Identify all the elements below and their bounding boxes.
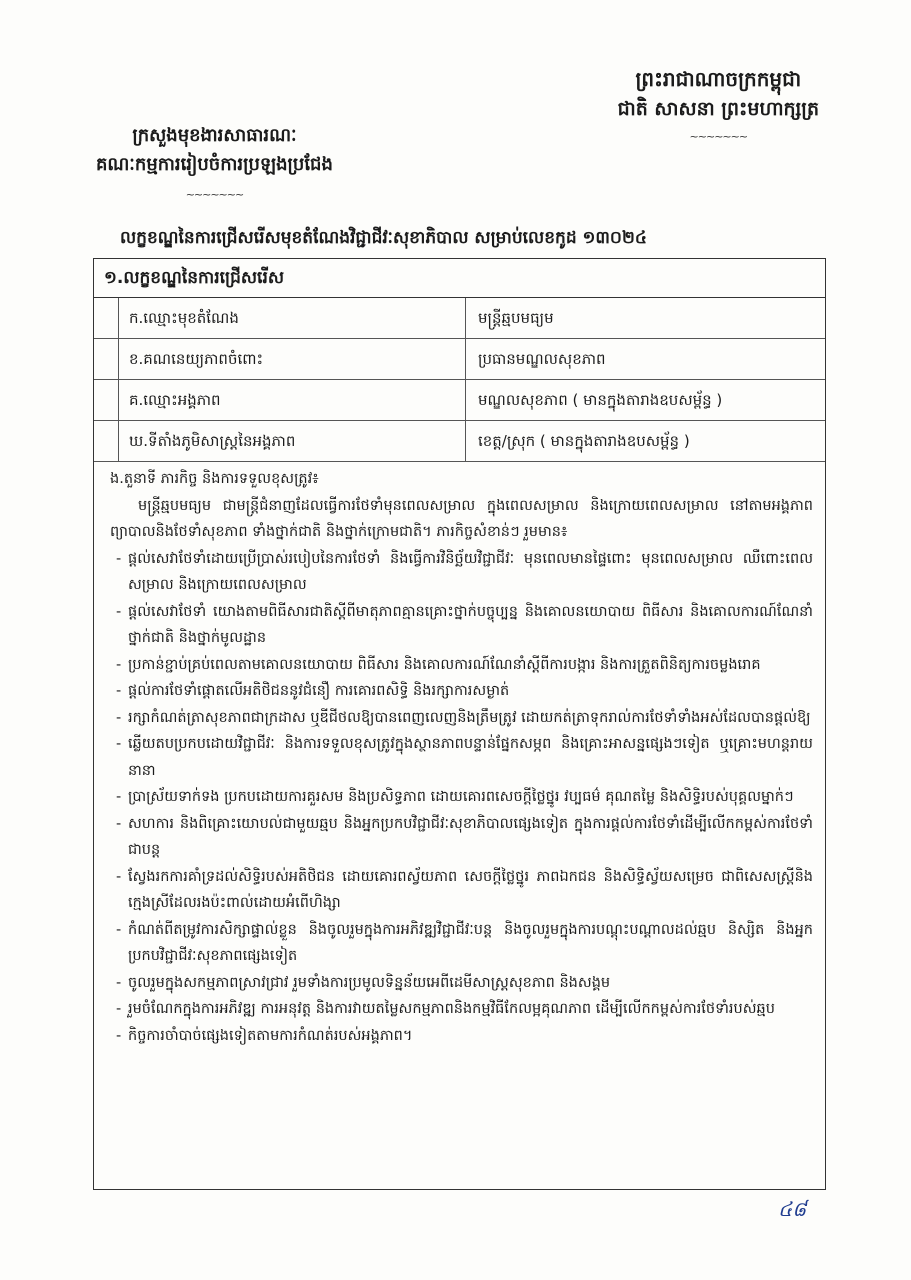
list-item: - សហការ និងពិគ្រោះយោបល់ជាមួយឆ្មប និងអ្នកប្រកបវិជ្ជាជីវៈសុខាភិបាលផ្សេងទៀត ក្នុងការផ្តល់ការថែទាំដើម្បីលើកកម្ពស់ការថែទាំជាបន្ត [110,811,813,864]
row-label: ខ.គណនេយ្យភាពចំពោះ [118,339,466,379]
list-item: - ឆ្លើយតបប្រកបដោយវិជ្ជាជីវៈ និងការទទួលខុសត្រូវក្នុងស្ថានភាពបន្ទាន់ផ្នែកសម្ភព និងគ្រោះអាសន្នផ្សេងៗទៀត ឬគ្រោះមហន្តរាយនានា [110,731,813,784]
document-title: លក្ខខណ្ឌនៃការជ្រើសរើសមុខតំណែងវិជ្ជាជីវៈសុខាភិបាល សម្រាប់លេខកូដ ១៣០២៤ [120,228,647,248]
row-value: ប្រធានមណ្ឌលសុខភាព [478,350,606,368]
committee-name: គណៈកម្មការរៀបចំការប្រឡងប្រជែង [96,154,333,175]
duties-list [110,546,813,1050]
section-heading: ១.លក្ខខណ្ឌនៃការជ្រើសរើស [94,259,825,298]
table-row [94,339,825,380]
list-item: - រក្សាកំណត់ត្រាសុខភាពជាក្រដាស ឬឌីជីថលឱ្យបានពេញលេញនិងត្រឹមត្រូវ ដោយកត់ត្រាទុករាល់ការថែទាំទាំងអស់ដែលបានផ្តល់ឱ្យ [110,705,813,732]
kingdom-name: ព្រះរាជាណាចក្រកម្ពុជា [635,67,802,91]
row-value: មណ្ឌលសុខភាព ( មានក្នុងតារាងឧបសម្ព័ន្ធ ) [478,391,723,409]
duties-intro: មន្ត្រីឆ្មបមធ្យម ជាមន្ត្រីជំនាញដែលធ្វើការថែទាំមុនពេលសម្រាល ក្នុងពេលសម្រាល និងក្រោយពេលសម្រាល នៅតាមអង្គភាពព្យាបាលនិងថែទាំសុខភាព ទាំងថ្នាក់ជាតិ និងថ្នាក់ក្រោមជាតិ។ ភារកិច្ចសំខាន់ៗ រួមមាន៖ [110,497,813,540]
row-label: ឃ.ទីតាំងភូមិសាស្ត្រនៃអង្គភាព [118,421,466,461]
list-item: - ប្រកាន់ខ្ជាប់គ្រប់ពេលតាមគោលនយោបាយ ពិធីសារ និងគោលការណ៍ណែនាំស្តីពីការបង្ការ និងការត្រួតពិនិត្យការចម្លងរោគ [110,652,813,679]
ornament-divider: ~~~~~~~ [185,188,244,201]
table-row [94,380,825,421]
list-item: - ផ្តល់ការថែទាំផ្តោតលើអតិថិជននូវជំនឿ ការគោរពសិទ្ធិ និងរក្សាការសម្ងាត់ [110,678,813,705]
row-label: ក.ឈ្មោះមុខតំណែង [118,298,466,338]
row-label: គ.ឈ្មោះអង្គភាព [118,380,466,420]
list-item: - ចូលរួមក្នុងសកម្មភាពស្រាវជ្រាវ រួមទាំងការប្រមូលទិន្នន័យអេពីដេមីសាស្ត្រសុខភាព និងសង្គម [110,970,813,997]
duties-section [94,462,825,1049]
ministry-heading [96,122,333,201]
table-row [94,421,825,462]
ministry-name: ក្រសួងមុខងារសាធារណៈ [132,125,297,146]
list-item: - ផ្តល់សេវាថែទាំដោយប្រើប្រាស់របៀបនៃការថែទាំ និងធ្វើការវិនិច្ឆ័យវិជ្ជាជីវៈ មុនពេលមានផ្ទៃពោះ មុនពេលសម្រាល ឈឺពោះពេលសម្រាល និងក្រោយពេលសម្រាល [110,546,813,599]
list-item: - ស្វែងរកការគាំទ្រដល់សិទ្ធិរបស់អតិថិជន ដោយគោរពស្វ័យភាព សេចក្តីថ្លៃថ្នូរ ភាពឯកជន និងសិទ្ធិស្វ័យសម្រេច ជាពិសេសស្ត្រីនិងក្មេងស្រីដែលរងប៉ះពាល់ដោយអំពើហិង្សា [110,864,813,917]
list-item: - ប្រាស្រ័យទាក់ទង ប្រកបដោយការគួរសម និងប្រសិទ្ធភាព ដោយគោរពសេចក្តីថ្លៃថ្នូរ វប្បធម៌ គុណតម្លៃ និងសិទ្ធិរបស់បុគ្គលម្នាក់ៗ [110,784,813,811]
page-number: ៤៨ [778,1197,807,1221]
row-value: មន្ត្រីឆ្មបមធ្យម [478,309,554,327]
national-motto: ជាតិ សាសនា ព្រះមហាក្សត្រ [617,98,819,120]
ornament-divider: ~~~~~~~ [689,130,748,143]
list-item: - រួមចំណែកក្នុងការអភិវឌ្ឍ ការអនុវត្ត និងការវាយតម្លៃសកម្មភាពនិងកម្មវិធីកែលម្អគុណភាព ដើម្បីលើកកម្ពស់ការថែទាំរបស់ឆ្មប [110,996,813,1023]
kingdom-heading [618,64,819,143]
list-item: - ផ្តល់សេវាថែទាំ យោងតាមពិធីសារជាតិស្តីពីមាតុភាពគ្មានគ្រោះថ្នាក់បច្ចុប្បន្ន និងគោលនយោបាយ ពិធីសារ និងគោលការណ៍ណែនាំថ្នាក់ជាតិ និងថ្នាក់មូលដ្ឋាន [110,599,813,652]
selection-criteria-table [93,258,826,1190]
list-item: - កិច្ចការចាំបាច់ផ្សេងទៀតតាមការកំណត់របស់អង្គភាព។ [110,1023,813,1050]
table-row [94,298,825,339]
duties-heading: ង.តួនាទី ភារកិច្ច និងការទទួលខុសត្រូវ៖ [110,471,319,487]
row-value: ខេត្ត/ស្រុក ( មានក្នុងតារាងឧបសម្ព័ន្ធ ) [478,432,690,450]
list-item: - កំណត់ពីតម្រូវការសិក្សាផ្ទាល់ខ្លួន និងចូលរួមក្នុងការអភិវឌ្ឍវិជ្ជាជីវៈបន្ត និងចូលរួមក្នុងការបណ្តុះបណ្តាលដល់ឆ្មប និស្សិត និងអ្នកប្រកបវិជ្ជាជីវៈសុខភាពផ្សេងទៀត [110,917,813,970]
